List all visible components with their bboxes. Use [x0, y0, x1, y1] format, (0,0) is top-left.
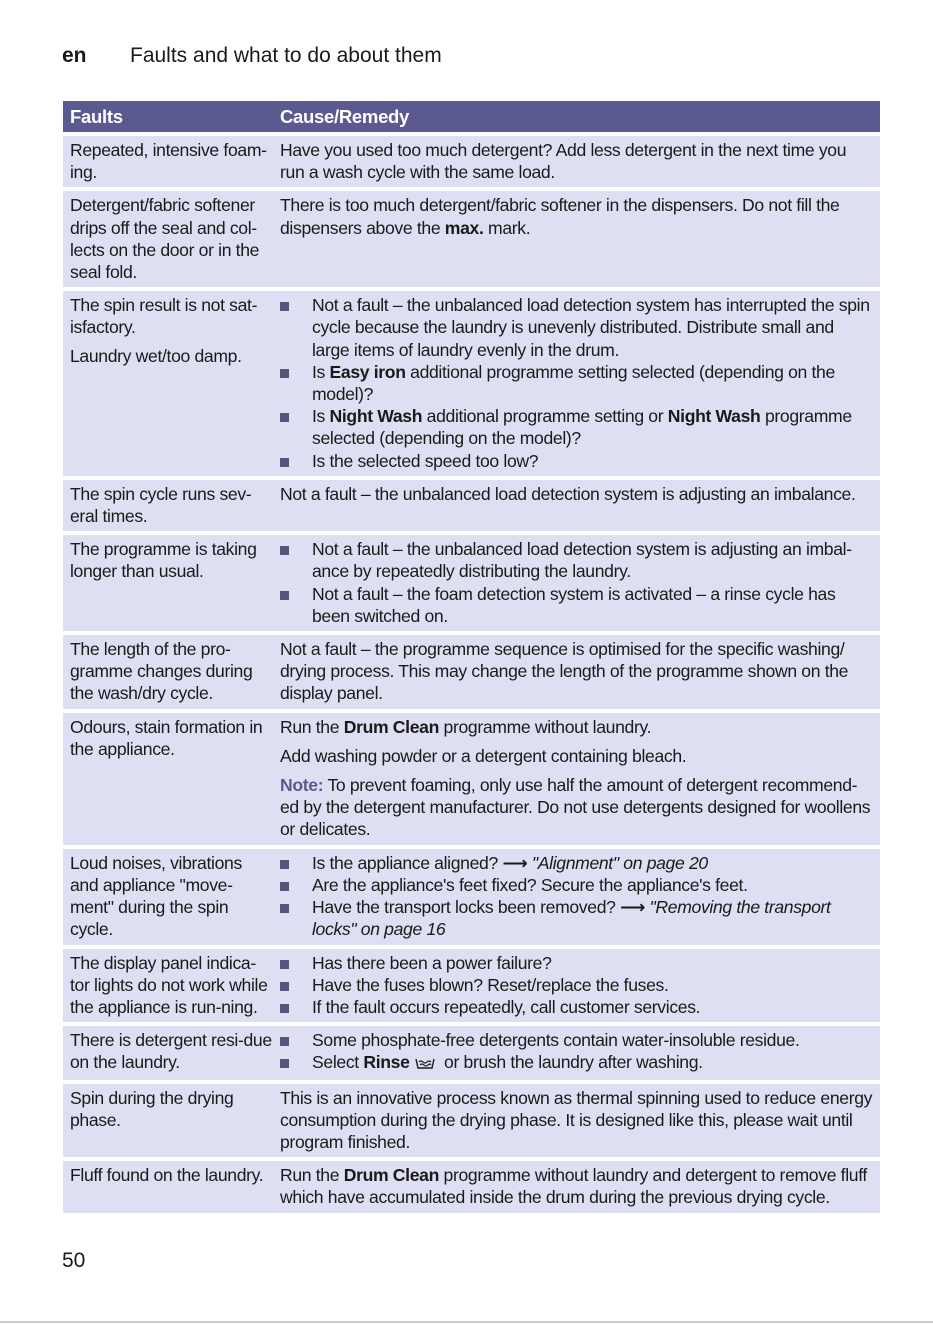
fault-text: The spin cycle runs sev-eral times. — [70, 483, 252, 527]
list-item-text: programme selected (depending on the model)? — [312, 406, 852, 449]
remedy-text: Add washing powder or a detergent containing bleach. — [280, 745, 687, 766]
list-item-text: Is — [312, 406, 330, 427]
fault-text: Laundry wet/too damp. — [70, 345, 242, 366]
column-header-remedy: Cause/Remedy — [280, 105, 410, 127]
programme-name: Drum Clean — [343, 716, 439, 737]
arrow-icon: ⟶ — [620, 897, 645, 918]
remedy-text-part: mark. — [483, 217, 531, 238]
fault-text: The spin result is not sat-isfactory. — [70, 295, 258, 338]
remedy-cell — [273, 849, 880, 945]
note-text: To prevent foaming, only use half the amount of detergent recommend-ed by the detergent manufacturer. Do not use detergents designed for woollens or delicates. — [280, 775, 871, 840]
fault-cell — [63, 191, 273, 287]
table-row — [63, 849, 880, 945]
remedy-list — [280, 1029, 874, 1075]
fault-cell — [63, 713, 273, 845]
remedy-cell — [273, 1026, 880, 1079]
table-header — [63, 101, 880, 132]
table-row — [63, 949, 880, 1023]
remedy-text-part: programme without laundry and detergent to remove fluff which have accumulated inside the drum during the previous drying cycle. — [280, 1165, 867, 1208]
remedy-cell — [273, 535, 880, 631]
fault-text: Repeated, intensive foam-ing. — [70, 140, 267, 183]
arrow-icon: ⟶ — [502, 852, 528, 873]
remedy-list — [280, 294, 874, 472]
remedy-cell — [273, 291, 880, 476]
programme-name: Night Wash — [667, 406, 761, 427]
fault-cell — [63, 291, 273, 476]
fault-cell — [63, 1161, 273, 1212]
setting-name: Easy iron — [329, 361, 406, 382]
table-row — [63, 535, 880, 631]
remedy-cell — [273, 191, 880, 287]
list-item: Is the selected speed too low? — [280, 450, 874, 472]
fault-text: The programme is taking longer than usual. — [70, 539, 257, 582]
page-number: 50 — [62, 1249, 86, 1272]
remedy-cell — [273, 1161, 880, 1212]
list-item — [280, 405, 874, 449]
remedy-text — [280, 716, 874, 738]
section-title: Faults and what to do about them — [130, 44, 442, 67]
max-mark-label: max. — [444, 217, 484, 238]
remedy-cell — [273, 480, 880, 531]
list-item: Has there been a power failure? — [280, 952, 874, 974]
remedy-cell — [273, 713, 880, 845]
fault-text: Spin during the drying phase. — [70, 1087, 234, 1130]
remedy-text: Not a fault – the unbalanced load detection system is adjusting an imbalance. — [280, 483, 856, 504]
remedy-text-part: Run the — [280, 716, 344, 737]
fault-cell — [63, 1084, 273, 1158]
remedy-cell — [273, 635, 880, 709]
remedy-text: Have you used too much detergent? Add less detergent in the next time you run a wash cycle with the same load. — [280, 140, 847, 183]
rinse-icon — [414, 1053, 436, 1075]
setting-name: Night Wash — [329, 406, 423, 427]
fault-text: Odours, stain formation in the appliance. — [70, 716, 263, 759]
remedy-text-part: Run the — [280, 1165, 344, 1186]
list-item-text: additional programme setting or — [422, 406, 668, 427]
note — [280, 774, 874, 841]
fault-cell — [63, 535, 273, 631]
remedy-text-part: There is too much detergent/fabric softener in the dispensers. Do not fill the dispensers above the — [280, 195, 840, 238]
remedy-list — [280, 952, 874, 1019]
language-code: en — [62, 44, 87, 67]
list-item-text: Have the transport locks been removed? — [312, 897, 621, 918]
remedy-cell — [273, 949, 880, 1023]
column-header-faults: Faults — [70, 105, 123, 127]
note-label: Note: — [280, 775, 324, 796]
fault-text: The length of the pro-gramme changes during the wash/dry cycle. — [70, 639, 253, 704]
bottom-divider — [0, 1321, 933, 1323]
fault-text: Fluff found on the laundry. — [70, 1165, 264, 1186]
list-item-text: Is the appliance aligned? — [312, 852, 503, 873]
remedy-text-part: programme without laundry. — [438, 716, 652, 737]
list-item — [280, 1051, 874, 1075]
list-item: Have the fuses blown? Reset/replace the fuses. — [280, 974, 874, 996]
table-row — [63, 191, 880, 287]
list-item-text: Select — [312, 1052, 364, 1073]
fault-text: Detergent/fabric softener drips off the seal and col-lects on the door or in the seal fold. — [70, 195, 260, 283]
fault-cell — [63, 480, 273, 531]
page-reference-link[interactable]: "Removing the transport locks" on page 16 — [312, 897, 831, 940]
fault-cell — [63, 949, 273, 1023]
page-header — [62, 44, 442, 72]
table-row — [63, 1084, 880, 1158]
fault-text: There is detergent resi-due on the laundry. — [70, 1030, 272, 1073]
list-item-text: Is — [312, 361, 330, 382]
list-item — [280, 361, 874, 405]
remedy-text — [280, 1164, 874, 1208]
table-row — [63, 1161, 880, 1212]
fault-text: Loud noises, vibrations and appliance "move-ment" during the spin cycle. — [70, 852, 242, 940]
table-row — [63, 480, 880, 531]
list-item: Not a fault – the unbalanced load detection system is adjusting an imbal-ance by repeatedly distributing the laundry. — [280, 538, 874, 582]
table-row — [63, 291, 880, 476]
remedy-text — [280, 194, 874, 238]
fault-cell — [63, 849, 273, 945]
list-item: Not a fault – the unbalanced load detection system has interrupted the spin cycle because the laundry is unevenly distributed. Distribute small and large items of laundry evenly in the drum. — [280, 294, 874, 361]
page-reference-link[interactable]: "Alignment" on page 20 — [527, 852, 708, 873]
programme-name: Drum Clean — [343, 1165, 439, 1186]
list-item-text: or brush the laundry after washing. — [439, 1052, 703, 1073]
list-item: Are the appliance's feet fixed? Secure the appliance's feet. — [280, 874, 874, 896]
list-item: If the fault occurs repeatedly, call customer services. — [280, 996, 874, 1018]
table-row — [63, 136, 880, 187]
fault-cell — [63, 635, 273, 709]
table-row — [63, 713, 880, 845]
table-row — [63, 635, 880, 709]
fault-cell — [63, 136, 273, 187]
list-item — [280, 852, 874, 874]
faults-table — [63, 101, 880, 1213]
remedy-cell — [273, 136, 880, 187]
table-row — [63, 1026, 880, 1079]
list-item: Not a fault – the foam detection system is activated – a rinse cycle has been switched on. — [280, 583, 874, 627]
programme-name: Rinse — [363, 1052, 410, 1073]
list-item: Some phosphate-free detergents contain water-insoluble residue. — [280, 1029, 874, 1051]
list-item-text: additional programme setting selected (depending on the model)? — [312, 361, 835, 405]
list-item — [280, 896, 874, 940]
fault-text: The display panel indica-tor lights do not work while the appliance is run-ning. — [70, 952, 268, 1017]
remedy-cell — [273, 1084, 880, 1158]
remedy-text: Not a fault – the programme sequence is optimised for the specific washing/ drying process. This may change the length of the programme shown on the display panel. — [280, 639, 849, 704]
remedy-text: This is an innovative process known as thermal spinning used to reduce energy consumption during the drying phase. It is designed like this, please wait until program finished. — [280, 1087, 873, 1152]
fault-cell — [63, 1026, 273, 1079]
remedy-list — [280, 852, 874, 941]
remedy-list — [280, 538, 874, 627]
